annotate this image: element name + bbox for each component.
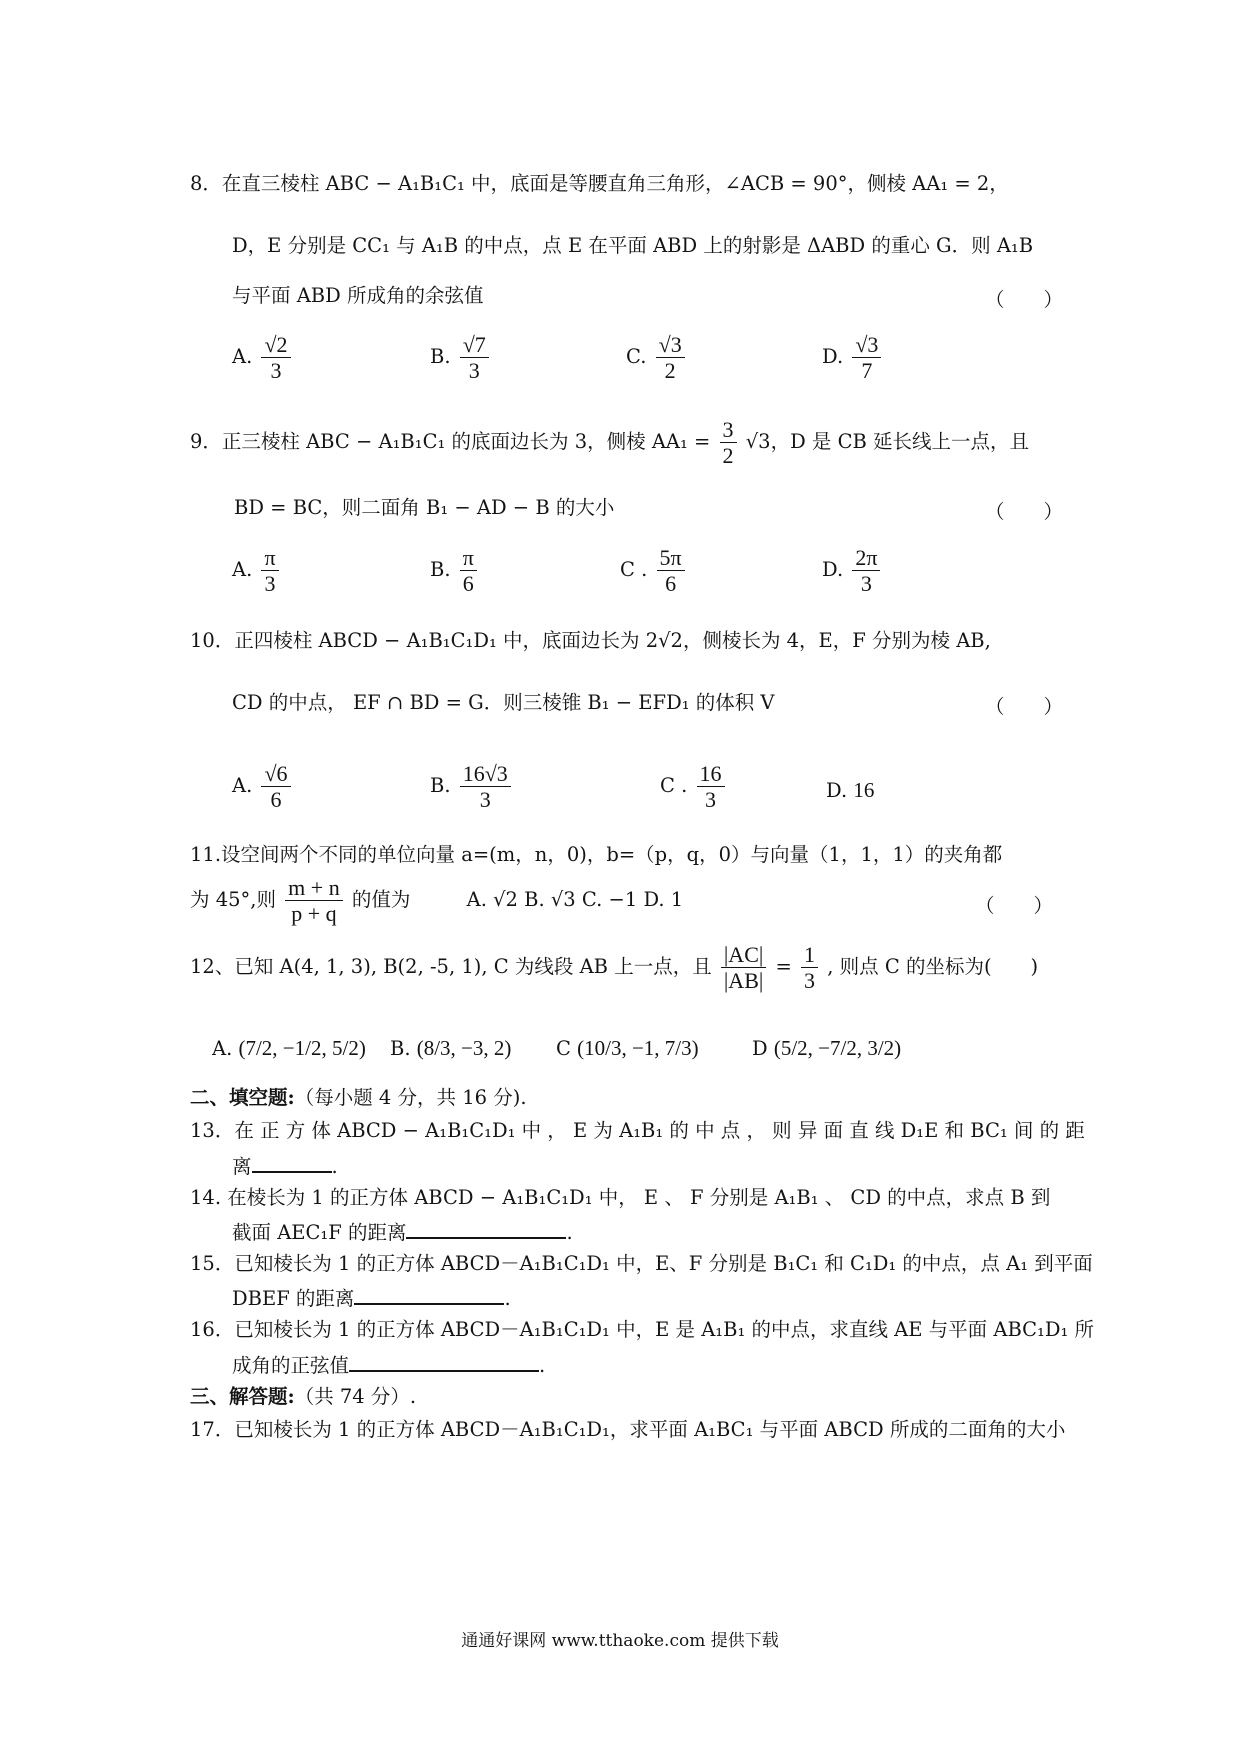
q8-answer-paren: （ ） bbox=[985, 288, 1064, 311]
section-solve-heading: 三、解答题:（共 74 分）. bbox=[190, 1385, 417, 1408]
q9-option-d: D. $\frac{2\pi}{3}$ bbox=[822, 546, 883, 595]
q15-line1: 15．已知棱长为 1 的正方体 ABCD－A₁B₁C₁D₁ 中，E、F 分别是 B₁C₁ 和 C₁D₁ 的中点，点 A₁ 到平面 bbox=[190, 1252, 1093, 1275]
q10-option-a: A. $\frac{√6}{6}$ bbox=[232, 762, 294, 811]
q8-option-a: A. $\frac{√2}{3}$ bbox=[232, 333, 294, 382]
q11-answer-paren: （ ） bbox=[975, 894, 1054, 917]
q13-answer-blank[interactable] bbox=[252, 1153, 332, 1173]
q16-line2: 成角的正弦值 . bbox=[232, 1354, 546, 1377]
q17-line1: 17．已知棱长为 1 的正方体 ABCD－A₁B₁C₁D₁，求平面 A₁BC₁ 与平面 ABCD 所成的二面角的大小 bbox=[190, 1418, 1066, 1441]
q12-option-c: C (10/3, −1, 7/3) bbox=[556, 1036, 699, 1060]
q12-option-d: D (5/2, −7/2, 3/2) bbox=[752, 1036, 902, 1060]
q13-line1: 13．在 正 方 体 ABCD − A₁B₁C₁D₁ 中 ， E 为 A₁B₁ 的 中 点 ， 则 异 面 直 线 D₁E 和 BC₁ 间 的 距 bbox=[190, 1119, 1085, 1142]
q12-line1: 12、已知 A(4, 1, 3), B(2, -5, 1), C 为线段 AB 上一点，且 $\frac{|AC|}{|AB|}$ = $\frac{1}{3}$ , 则点 C 的坐标为( ) bbox=[190, 942, 1039, 994]
q10-line1: 10．正四棱柱 ABCD − A₁B₁C₁D₁ 中，底面边长为 2√2，侧棱长为 4，E，F 分别为棱 AB, bbox=[190, 629, 991, 652]
q10-option-c: C . $\frac{16}{3}$ bbox=[660, 762, 728, 811]
q8-line2: D，E 分别是 CC₁ 与 A₁B 的中点，点 E 在平面 ABD 上的射影是 ΔABD 的重心 G．则 A₁B bbox=[232, 234, 1034, 257]
q11-line1: 11.设空间两个不同的单位向量 a=(m，n，0)，b=（p，q，0）与向量（1，1，1）的夹角都 bbox=[190, 843, 1003, 866]
page-footer: 通通好课网 www.tthaoke.com 提供下载 bbox=[461, 1631, 779, 1651]
q12-option-a: A. (7/2, −1/2, 5/2) bbox=[212, 1036, 366, 1060]
q8-line1: 8．在直三棱柱 ABC − A₁B₁C₁ 中，底面是等腰直角三角形，∠ACB = 90°，侧棱 AA₁ = 2， bbox=[190, 172, 1009, 195]
q9-answer-paren: （ ） bbox=[985, 500, 1064, 523]
q9-line2: BD = BC，则二面角 B₁ − AD − B 的大小 bbox=[234, 496, 615, 519]
q14-answer-blank[interactable] bbox=[406, 1219, 566, 1239]
q9-option-a: A. $\frac{\pi}{3}$ bbox=[232, 546, 282, 595]
q12-option-b: B. (8/3, −3, 2) bbox=[390, 1036, 512, 1060]
q9-line1: 9．正三棱柱 ABC − A₁B₁C₁ 的底面边长为 3，侧棱 AA₁ = $\frac{3}{2}$ √3，D 是 CB 延长线上一点，且 bbox=[190, 417, 1030, 469]
q8-option-d: D. $\frac{√3}{7}$ bbox=[822, 333, 884, 382]
q10-line2: CD 的中点， EF ∩ BD = G．则三棱锥 B₁ − EFD₁ 的体积 V bbox=[232, 691, 775, 714]
q16-answer-blank[interactable] bbox=[349, 1352, 539, 1372]
q13-line2: 离 . bbox=[232, 1155, 338, 1178]
q8-option-c: C. $\frac{√3}{2}$ bbox=[626, 333, 688, 382]
q8-line3: 与平面 ABD 所成角的余弦值 bbox=[232, 284, 484, 307]
q10-option-d: D. 16 bbox=[826, 778, 875, 802]
section-fill-in-heading: 二、填空题:（每小题 4 分，共 16 分). bbox=[190, 1086, 527, 1109]
q10-option-b: B. $\frac{16√3}{3}$ bbox=[430, 762, 514, 811]
q15-line2: DBEF 的距离 . bbox=[232, 1287, 511, 1310]
q14-line1: 14. 在棱长为 1 的正方体 ABCD − A₁B₁C₁D₁ 中， E 、 F 分别是 A₁B₁ 、 CD 的中点，求点 B 到 bbox=[190, 1186, 1051, 1209]
q9-option-b: B. $\frac{\pi}{6}$ bbox=[430, 546, 480, 595]
q14-line2: 截面 AEC₁F 的距离 . bbox=[232, 1221, 573, 1244]
q9-option-c: C . $\frac{5\pi}{6}$ bbox=[620, 546, 688, 595]
q10-answer-paren: （ ） bbox=[985, 695, 1064, 718]
q16-line1: 16．已知棱长为 1 的正方体 ABCD－A₁B₁C₁D₁ 中，E 是 A₁B₁ 的中点，求直线 AE 与平面 ABC₁D₁ 所 bbox=[190, 1318, 1095, 1341]
q11-line2: 为 45°,则 $\frac{m + n}{p + q}$ 的值为 A. √2 B. √3 C. −1 D. 1 bbox=[190, 875, 684, 927]
q11-options: A. √2 B. √3 C. −1 D. 1 bbox=[466, 888, 684, 912]
q15-answer-blank[interactable] bbox=[354, 1285, 504, 1305]
q8-option-b: B. $\frac{√7}{3}$ bbox=[430, 333, 492, 382]
